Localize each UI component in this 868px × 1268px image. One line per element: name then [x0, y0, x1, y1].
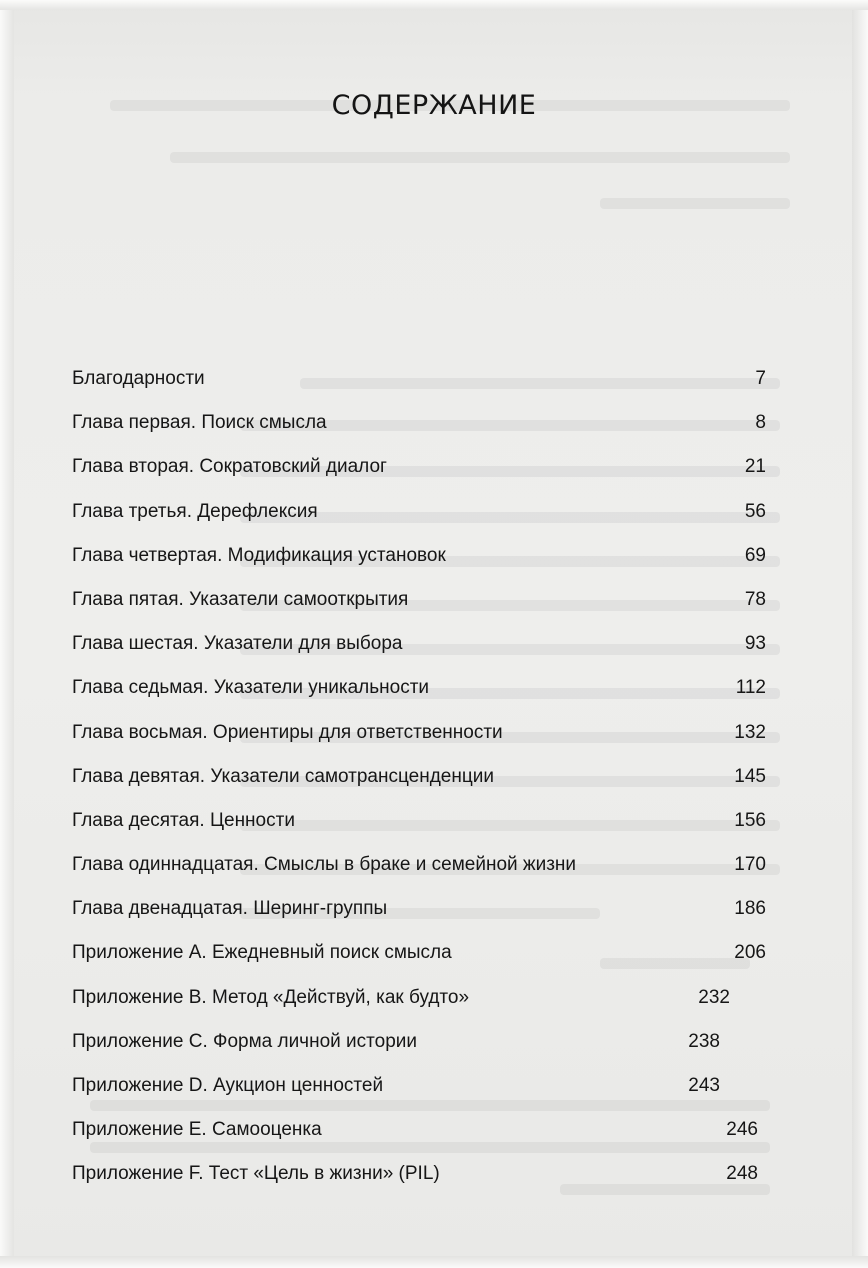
toc-entry-title: Приложение F. Тест «Цель в жизни» (PIL): [72, 1163, 440, 1185]
toc-entry: [72, 1159, 772, 1203]
toc-entry-page: 170: [734, 854, 766, 876]
toc-entry-page: 21: [744, 456, 766, 478]
toc-entry-title: Глава двенадцатая. Шеринг-группы: [72, 898, 388, 920]
toc-entry-title: Приложение Е. Самооценка: [72, 1119, 322, 1141]
toc-entry: [72, 983, 772, 1027]
toc-entry: [72, 585, 772, 629]
toc-entry: [72, 806, 772, 850]
toc-entry: [72, 938, 772, 982]
toc-entry-page: 248: [726, 1163, 758, 1185]
toc-entry: [72, 408, 772, 452]
toc-entry: [72, 718, 772, 762]
toc-entry-page: 69: [744, 544, 766, 566]
page-edge-left: [0, 0, 14, 1268]
toc-entry: [72, 1115, 772, 1159]
toc-entry-title: Глава одиннадцатая. Смыслы в браке и семейной жизни: [72, 854, 577, 876]
toc-entry-title: Глава первая. Поиск смысла: [72, 412, 327, 434]
toc-entry-title: Глава третья. Дерефлексия: [72, 500, 318, 522]
toc-entry: [72, 541, 772, 585]
show-through-line: [600, 198, 790, 209]
toc-entry-title: Приложение В. Метод «Действуй, как будто»: [72, 986, 470, 1008]
toc-entry-title: Глава четвертая. Модификация установок: [72, 544, 446, 566]
toc-entry-title: Приложение С. Форма личной истории: [72, 1030, 417, 1052]
toc-entry-page: 232: [698, 986, 730, 1008]
show-through-line: [170, 152, 790, 163]
toc-entry-title: Приложение D. Аукцион ценностей: [72, 1075, 384, 1096]
toc-entry-page: 206: [734, 942, 766, 964]
toc-entry: [72, 364, 772, 408]
toc-entry: [72, 894, 772, 938]
toc-entry-title: Приложение А. Ежедневный поиск смысла: [72, 942, 452, 964]
toc-entry-page: 56: [744, 500, 766, 522]
toc-entry-page: 132: [734, 721, 766, 743]
toc-entry-title: Глава восьмая. Ориентиры для ответственности: [72, 721, 503, 743]
table-of-contents: [72, 364, 772, 1204]
toc-entry-page: 246: [726, 1119, 758, 1141]
toc-entry-page: 93: [744, 633, 766, 655]
toc-entry: [72, 850, 772, 894]
toc-entry: [72, 762, 772, 806]
toc-entry-title: Глава шестая. Указатели для выбора: [72, 633, 403, 655]
page-edge-bottom: [0, 1256, 868, 1268]
toc-entry: [72, 1027, 772, 1071]
toc-entry-title: Глава вторая. Сократовский диалог: [72, 456, 387, 478]
toc-entry: [72, 1071, 772, 1115]
toc-entry-title: Благодарности: [72, 368, 205, 389]
toc-entry-page: 112: [735, 677, 766, 699]
toc-entry: [72, 452, 772, 496]
toc-entry-title: Глава девятая. Указатели самотрансценденции: [72, 765, 494, 787]
page-title: СОДЕРЖАНИЕ: [331, 90, 537, 121]
page-edge-right: [852, 0, 868, 1268]
toc-entry-title: Глава седьмая. Указатели уникальности: [72, 677, 430, 699]
toc-entry-page: 7: [755, 368, 766, 389]
toc-entry-page: 8: [755, 412, 766, 434]
page-edge-top: [0, 0, 868, 10]
toc-entry-page: 238: [688, 1030, 720, 1052]
toc-entry-page: 145: [734, 765, 766, 787]
toc-entry-title: Глава десятая. Ценности: [72, 809, 295, 831]
toc-entry-page: 156: [734, 809, 766, 831]
toc-entry-title: Глава пятая. Указатели самооткрытия: [72, 588, 409, 610]
toc-entry-page: 186: [734, 898, 766, 920]
toc-entry: [72, 497, 772, 541]
toc-entry-page: 78: [744, 588, 766, 610]
toc-entry: [72, 629, 772, 673]
toc-entry-page: 243: [688, 1075, 720, 1096]
toc-entry: [72, 673, 772, 717]
